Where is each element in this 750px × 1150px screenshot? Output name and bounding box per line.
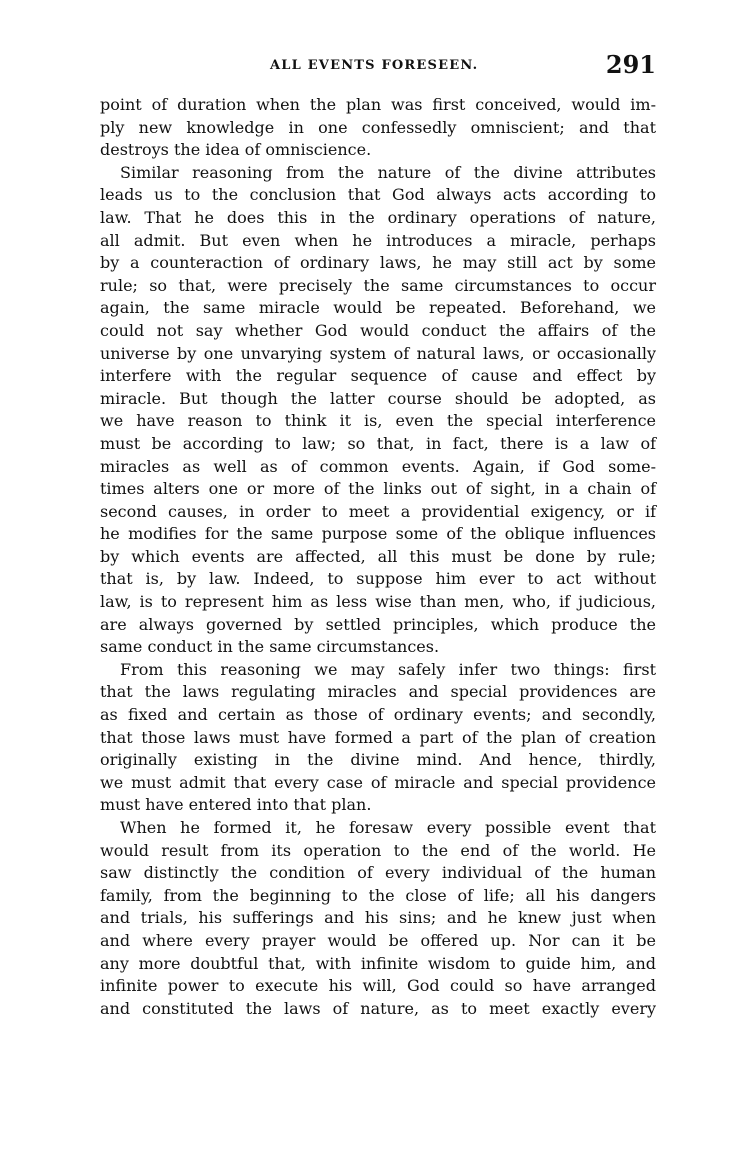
text-line: same conduct in the same circumstances. bbox=[100, 637, 440, 657]
text-line: must be according to law; so that, in fact, there is a law of bbox=[100, 433, 656, 453]
text-line: by a counteraction of ordinary laws, he may still act by some bbox=[100, 253, 656, 273]
text-line: as fixed and certain as those of ordinary events; and secondly, bbox=[100, 705, 656, 725]
text-line: saw distinctly the condition of every individual of the human bbox=[100, 863, 656, 883]
text-line: all admit. But even when he introduces a miracle, perhaps bbox=[100, 230, 656, 250]
text-line: originally existing in the divine mind. And hence, thirdly, bbox=[100, 750, 656, 770]
text-line: law. That he does this in the ordinary operations of nature, bbox=[100, 207, 656, 227]
text-line: by which events are affected, all this must be done by rule; bbox=[100, 546, 656, 566]
text-line: he modifies for the same purpose some of the oblique influences bbox=[100, 524, 656, 544]
running-title: ALL EVENTS FORESEEN. bbox=[270, 58, 479, 73]
text-line: infinite power to execute his will, God could so have arranged bbox=[100, 976, 656, 996]
text-line: family, from the beginning to the close of life; all his dangers bbox=[100, 885, 656, 905]
text-line: ply new knowledge in one confessedly omniscient; and that bbox=[100, 117, 656, 137]
page-number: 291 bbox=[605, 50, 656, 79]
text-line: that the laws regulating miracles and special providences are bbox=[100, 682, 656, 702]
text-line: that is, by law. Indeed, to suppose him ever to act without bbox=[100, 569, 656, 589]
text-line: When he formed it, he foresaw every possible event that bbox=[120, 818, 656, 837]
text-line: leads us to the conclusion that God always acts according to bbox=[100, 185, 656, 205]
text-line: point of duration when the plan was first conceived, would im- bbox=[100, 95, 656, 114]
text-line: interfere with the regular sequence of cause and effect by bbox=[100, 366, 656, 386]
text-line: and where every prayer would be offered up. Nor can it be bbox=[100, 930, 656, 950]
text-line: miracles as well as of common events. Again, if God some- bbox=[100, 456, 656, 476]
text-line: and trials, his sufferings and his sins; and he knew just when bbox=[100, 908, 656, 928]
text-line: any more doubtful that, with infinite wisdom to guide him, and bbox=[100, 953, 656, 973]
text-line: rule; so that, were precisely the same circumstances to occur bbox=[100, 275, 656, 295]
text-line: and constituted the laws of nature, as to meet exactly every bbox=[100, 998, 656, 1018]
text-line: destroys the idea of omniscience. bbox=[100, 140, 372, 160]
text-line: are always governed by settled principles, which produce the bbox=[100, 614, 656, 634]
text-line: we must admit that every case of miracle and special providence bbox=[100, 772, 656, 792]
body-text bbox=[100, 94, 656, 1020]
text-line: again, the same miracle would be repeated. Beforehand, we bbox=[100, 298, 656, 318]
text-line: second causes, in order to meet a providential exigency, or if bbox=[100, 501, 656, 521]
text-line: miracle. But though the latter course should be adopted, as bbox=[100, 388, 656, 408]
text-line: Similar reasoning from the nature of the divine attributes bbox=[120, 162, 656, 182]
text-line: we have reason to think it is, even the special interference bbox=[100, 411, 656, 431]
text-line: law, is to represent him as less wise than men, who, if judicious, bbox=[100, 592, 656, 612]
text-line: From this reasoning we may safely infer two things: first bbox=[120, 659, 656, 679]
running-head bbox=[100, 52, 656, 84]
text-line: would result from its operation to the end of the world. He bbox=[100, 840, 656, 860]
text-line: times alters one or more of the links out of sight, in a chain of bbox=[100, 479, 656, 499]
text-line: must have entered into that plan. bbox=[100, 795, 372, 815]
text-line: could not say whether God would conduct the affairs of the bbox=[100, 320, 656, 340]
text-line: that those laws must have formed a part of the plan of creation bbox=[100, 727, 656, 747]
text-line: universe by one unvarying system of natural laws, or occasionally bbox=[100, 343, 656, 363]
